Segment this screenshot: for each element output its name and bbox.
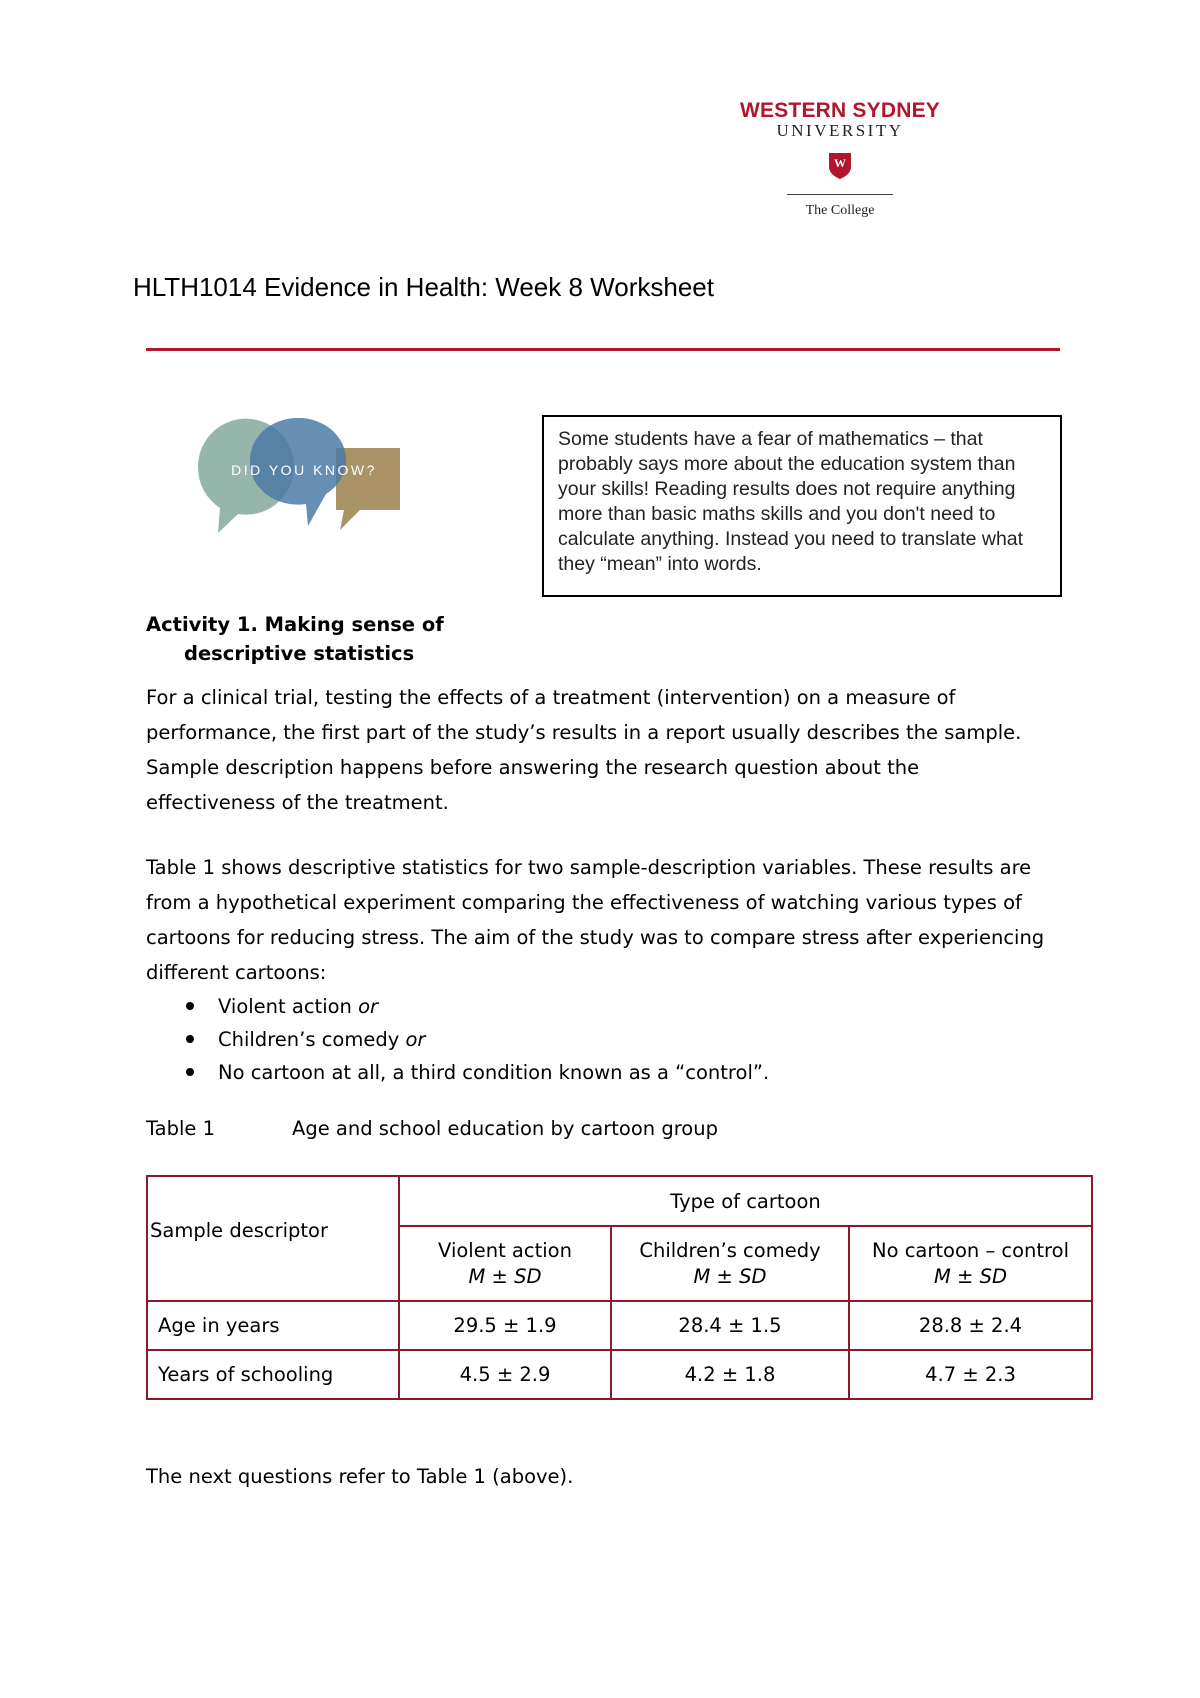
list-item <box>180 990 769 1023</box>
table-cell: 28.8 ± 2.4 <box>849 1301 1092 1350</box>
row-label: Age in years <box>147 1301 399 1350</box>
bullet-icon <box>186 1002 194 1010</box>
activity-heading-line1: Activity 1. Making sense of <box>146 613 444 636</box>
column-name: Children’s comedy <box>639 1238 821 1262</box>
activity-heading-line2: descriptive statistics <box>184 642 415 665</box>
university-logo <box>740 100 940 219</box>
bullet-icon <box>186 1035 194 1043</box>
activity-heading <box>146 610 444 668</box>
group-header-cell <box>399 1176 1092 1226</box>
row-label: Years of schooling <box>147 1350 399 1399</box>
column-name: Violent action <box>438 1238 572 1262</box>
column-header <box>611 1226 849 1301</box>
column-header <box>849 1226 1092 1301</box>
column-stat: M ± SD <box>468 1264 542 1288</box>
page-title: HLTH1014 Evidence in Health: Week 8 Worksheet <box>133 272 714 302</box>
list-item <box>180 1023 769 1056</box>
table-caption-label: Table 1 <box>146 1117 216 1140</box>
bullet-icon <box>186 1068 194 1076</box>
column-stat: M ± SD <box>693 1264 767 1288</box>
logo-divider <box>787 194 893 195</box>
next-questions-text: The next questions refer to Table 1 (above). <box>146 1465 574 1488</box>
group-header: Type of cartoon <box>670 1189 821 1213</box>
table-cell: 4.5 ± 2.9 <box>399 1350 611 1399</box>
shield-letter: W <box>834 156 846 170</box>
table-row <box>147 1350 1092 1399</box>
bullet-text: No cartoon at all, a third condition known as a “control”. <box>218 1061 770 1084</box>
table-cell: 4.7 ± 2.3 <box>849 1350 1092 1399</box>
list-item <box>180 1056 769 1089</box>
table-caption <box>146 1117 718 1140</box>
callout-box <box>542 415 1062 597</box>
logo-wordmark-bottom: UNIVERSITY <box>776 121 904 140</box>
did-you-know-label: DID YOU KNOW? <box>231 462 377 478</box>
bullet-list <box>180 990 769 1089</box>
column-name: No cartoon – control <box>871 1238 1069 1262</box>
bullet-suffix: or <box>405 1028 426 1051</box>
table-cell: 4.2 ± 1.8 <box>611 1350 849 1399</box>
bullet-text: Violent action <box>218 995 359 1018</box>
table-caption-text: Age and school education by cartoon group <box>292 1117 718 1140</box>
stats-table <box>146 1175 1093 1400</box>
descriptor-header-cell <box>147 1176 399 1301</box>
column-stat: M ± SD <box>934 1264 1007 1288</box>
logo-college: The College <box>805 203 875 218</box>
table-cell: 28.4 ± 1.5 <box>611 1301 849 1350</box>
callout-text: Some students have a fear of mathematics – that probably says more about the education system than your skills! Reading results does not require anything more than basic maths skills and you don't need to calculate anything. Instead you need to translate what they “mean” into words. <box>558 428 1024 575</box>
table-row <box>147 1301 1092 1350</box>
title-divider <box>146 348 1060 351</box>
table-cell: 29.5 ± 1.9 <box>399 1301 611 1350</box>
logo-wordmark-top: WESTERN SYDNEY <box>740 99 940 122</box>
bullet-text: Children’s comedy <box>218 1028 406 1051</box>
column-header <box>399 1226 611 1301</box>
descriptor-header: Sample descriptor <box>150 1219 328 1242</box>
paragraph-intro: For a clinical trial, testing the effects of a treatment (intervention) on a measure of performance, the first part of the study’s results in a report usually describes the sample. Sample description happens before answering the research question about the effectiveness of the treatment. <box>146 686 1022 814</box>
shield-icon <box>828 152 852 180</box>
paragraph-table-description: Table 1 shows descriptive statistics for two sample-description variables. These results are from a hypothetical experiment comparing the effectiveness of watching various types of cartoons for reducing stress. The aim of the study was to compare stress after experiencing different cartoons: <box>146 856 1045 984</box>
bullet-suffix: or <box>358 995 379 1018</box>
did-you-know-graphic <box>188 418 408 538</box>
